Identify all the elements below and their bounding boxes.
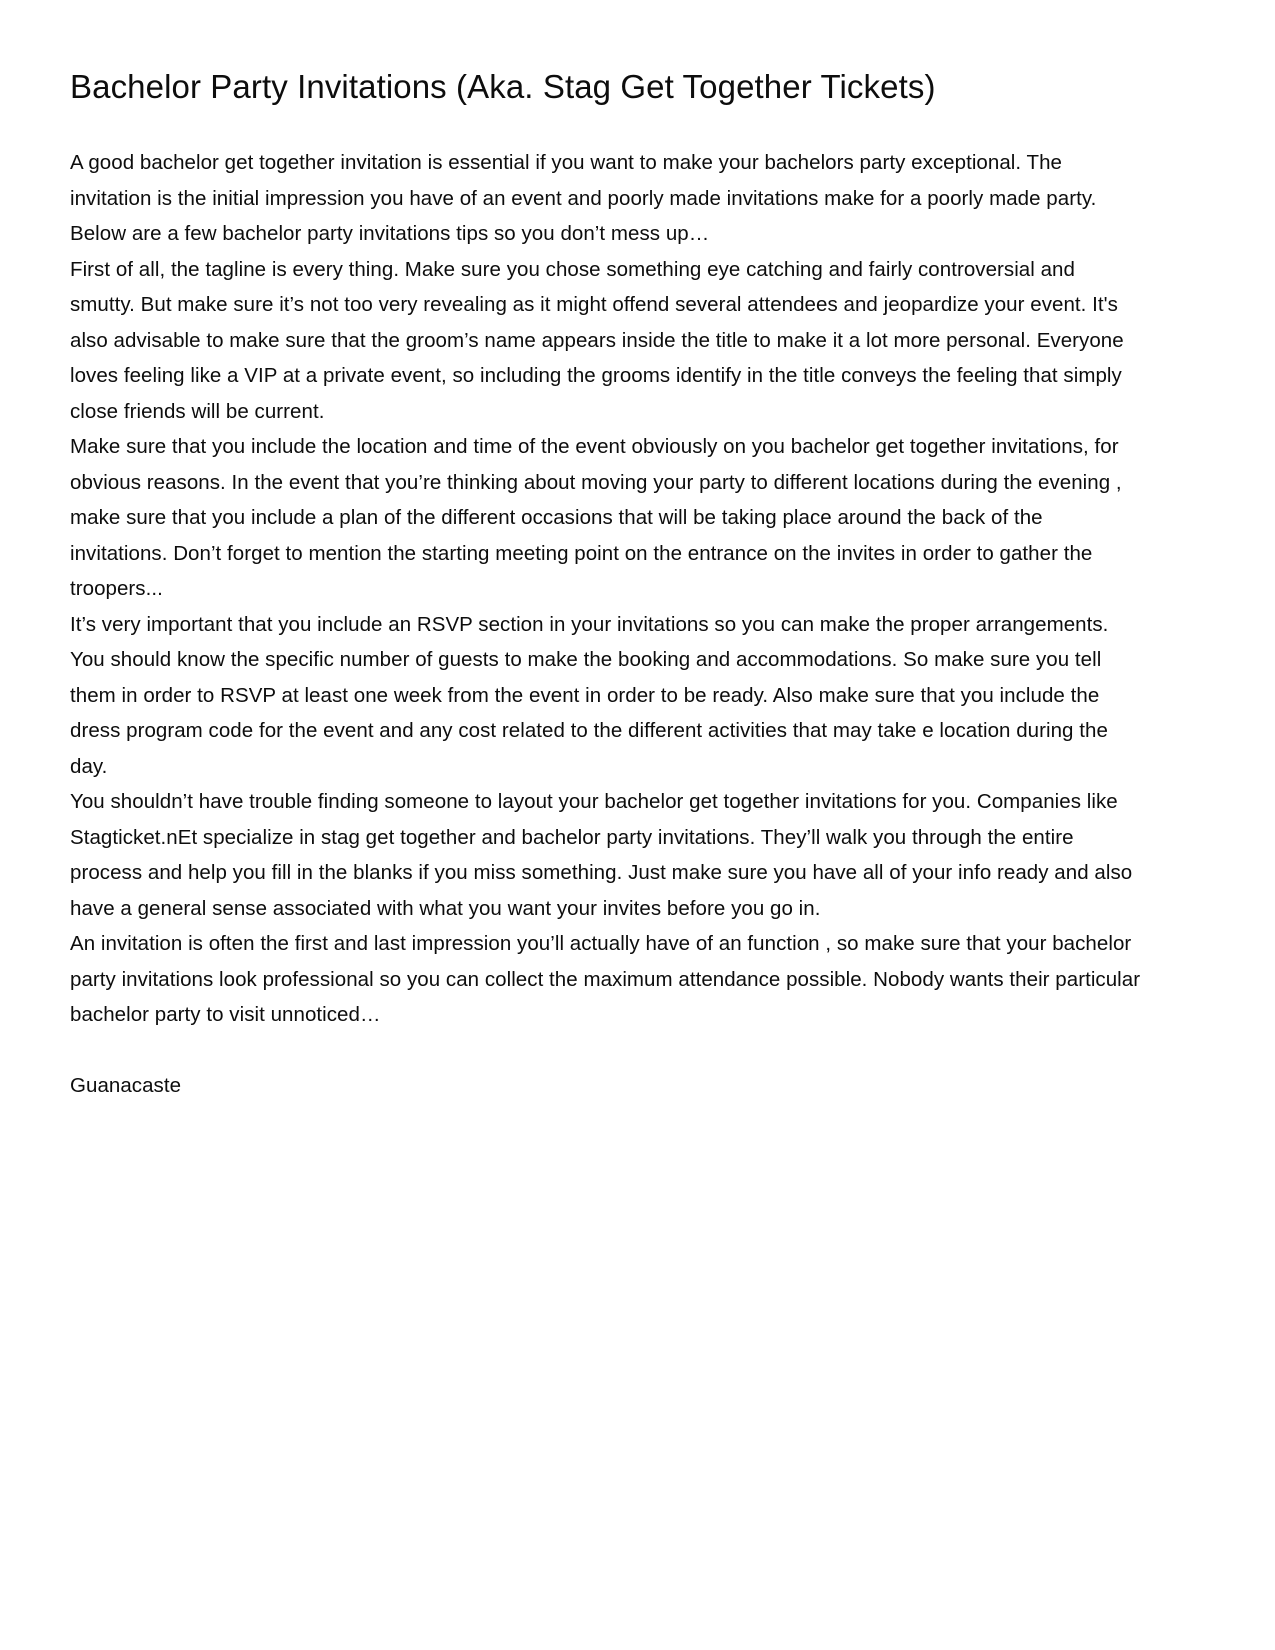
paragraph-layout: You shouldn’t have trouble finding someone to layout your bachelor get together invitations for you. Companies like Stagticket.nEt specialize in stag get together and bachelor party invitations. They’ll walk you through the entire process and help you fill in the blanks if you miss something. Just make sure you have all of your info ready and also have a general sense associated with what you want your invites before you go in. bbox=[70, 790, 1133, 920]
paragraph-closing: An invitation is often the first and last impression you’ll actually have of an function , so make sure that your bachelor party invitations look professional so you can collect the maximum attendance possible. Nobody wants their particular bachelor party to visit unnoticed… bbox=[70, 932, 1141, 1027]
paragraph-rsvp: It’s very important that you include an RSVP section in your invitations so you can make the proper arrangements. You should know the specific number of guests to make the booking and accommodations. So make sure you tell them in order to RSVP at least one week from the event in order to be ready. Also make sure that you include the dress program code for the event and any cost related to the different activities that may take e location during the day. bbox=[70, 612, 1109, 778]
document-body bbox=[70, 145, 1145, 1033]
document-signature: Guanacaste bbox=[70, 1073, 182, 1097]
paragraph-intro: A good bachelor get together invitation is essential if you want to make your bachelors party exceptional. The invitation is the initial impression you have of an event and poorly made invitations make for a poorly made party. Below are a few bachelor party invitations tips so you don’t mess up… bbox=[70, 151, 1097, 246]
document-content bbox=[70, 66, 1145, 1103]
paragraph-location: Make sure that you include the location and time of the event obviously on you bachelor get together invitations, for obvious reasons. In the event that you’re thinking about moving your party to different locations during the evening , make sure that you include a plan of the different occasions that will be taking place around the back of the invitations. Don’t forget to mention the starting meeting point on the entrance on the invites in order to gather the troopers... bbox=[70, 435, 1122, 601]
paragraph-tagline: First of all, the tagline is every thing. Make sure you chose something eye catching and fairly controversial and smutty. But make sure it’s not too very revealing as it might offend several attendees and jeopardize your event. It's also advisable to make sure that the groom’s name appears inside the title to make it a lot more personal. Everyone loves feeling like a VIP at a private event, so including the grooms identify in the title conveys the feeling that simply close friends will be current. bbox=[70, 257, 1124, 423]
page-title: Bachelor Party Invitations (Aka. Stag Get Together Tickets) bbox=[70, 68, 936, 105]
